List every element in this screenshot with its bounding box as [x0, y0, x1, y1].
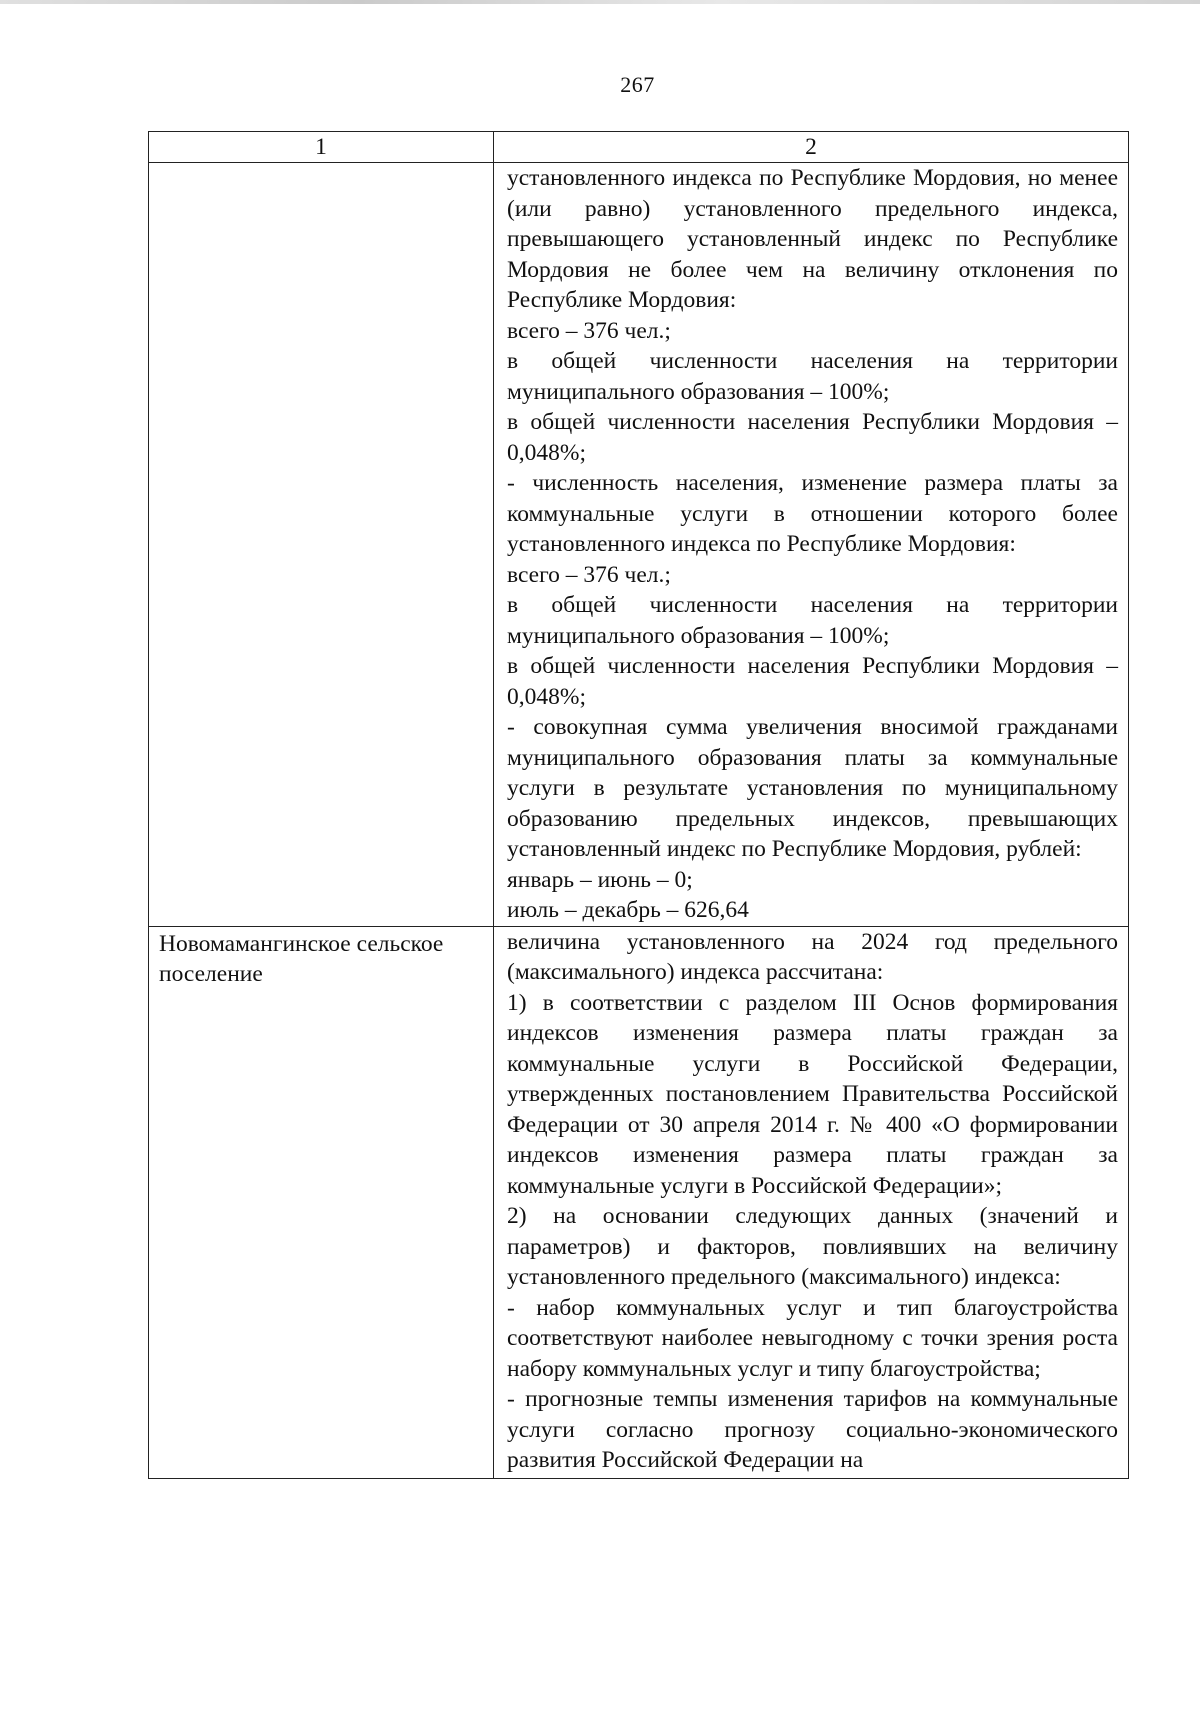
paragraph: в общей численности населения на территории муниципального образования – 100%;: [507, 348, 1118, 405]
paragraph: величина установленного на 2024 год предельного (максимального) индекса рассчитана:: [507, 928, 1118, 985]
description-cell: [494, 926, 1129, 1478]
municipality-cell: [149, 163, 494, 927]
paragraph: в общей численности населения на территории муниципального образования – 100%;: [507, 592, 1118, 649]
paragraph: 2) на основании следующих данных (значений и параметров) и факторов, повлиявших на величину установленного предельного (максимального) индекса:: [507, 1203, 1118, 1290]
paragraph: январь – июнь – 0;: [507, 866, 693, 893]
paragraph: всего – 376 чел.;: [507, 561, 671, 588]
paragraph: июль – декабрь – 626,64: [507, 897, 749, 923]
paragraph: - прогнозные темпы изменения тарифов на коммунальные услуги согласно прогнозу социально-экономического развития Российской Федерации на: [507, 1386, 1118, 1473]
table-row: [149, 163, 1129, 927]
document-table: [148, 131, 1129, 1479]
paragraph: в общей численности населения Республики Мордовия – 0,048%;: [507, 409, 1118, 466]
table-row: [149, 926, 1129, 1478]
column-header-2: 2: [494, 132, 1129, 163]
paragraph: установленного индекса по Республике Мордовия, но менее (или равно) установленного предельного индекса, превышающего установленный индекс по Республике Мордовия не более чем на величину отклонения по Республике Мордовия:: [507, 165, 1118, 313]
column-header-1: 1: [149, 132, 494, 163]
municipality-name: Новомамангинское сельское поселение: [159, 930, 444, 987]
description-cell: [494, 163, 1129, 927]
paragraph: - набор коммунальных услуг и тип благоустройства соответствуют наиболее невыгодному с точки зрения роста набору коммунальных услуг и типу благоустройства;: [507, 1294, 1118, 1382]
paragraph: - совокупная сумма увеличения вносимой гражданами муниципального образования платы за коммунальные услуги в результате установления по муниципальному образованию предельных индексов, превышающих установленный индекс по Республике Мордовия, рублей:: [507, 714, 1118, 862]
paragraph: 1) в соответствии с разделом III Основ формирования индексов изменения размера платы граждан за коммунальные услуги в Российской Федерации, утвержденных постановлением Правительства Российской Федерации от 30 апреля 2014 г. № 400 «О формировании индексов изменения размера платы граждан за коммунальные услуги в Российской Федерации»;: [507, 989, 1118, 1199]
paragraph: всего – 376 чел.;: [507, 317, 671, 344]
paragraph: в общей численности населения Республики Мордовия – 0,048%;: [507, 653, 1118, 710]
paragraph: - численность населения, изменение размера платы за коммунальные услуги в отношении которого более установленного индекса по Республике Мордовия:: [507, 470, 1118, 557]
scan-edge: [0, 0, 1200, 4]
page-number: 267: [620, 72, 655, 97]
municipality-cell: [149, 926, 494, 1478]
table-header-row: [149, 132, 1129, 163]
